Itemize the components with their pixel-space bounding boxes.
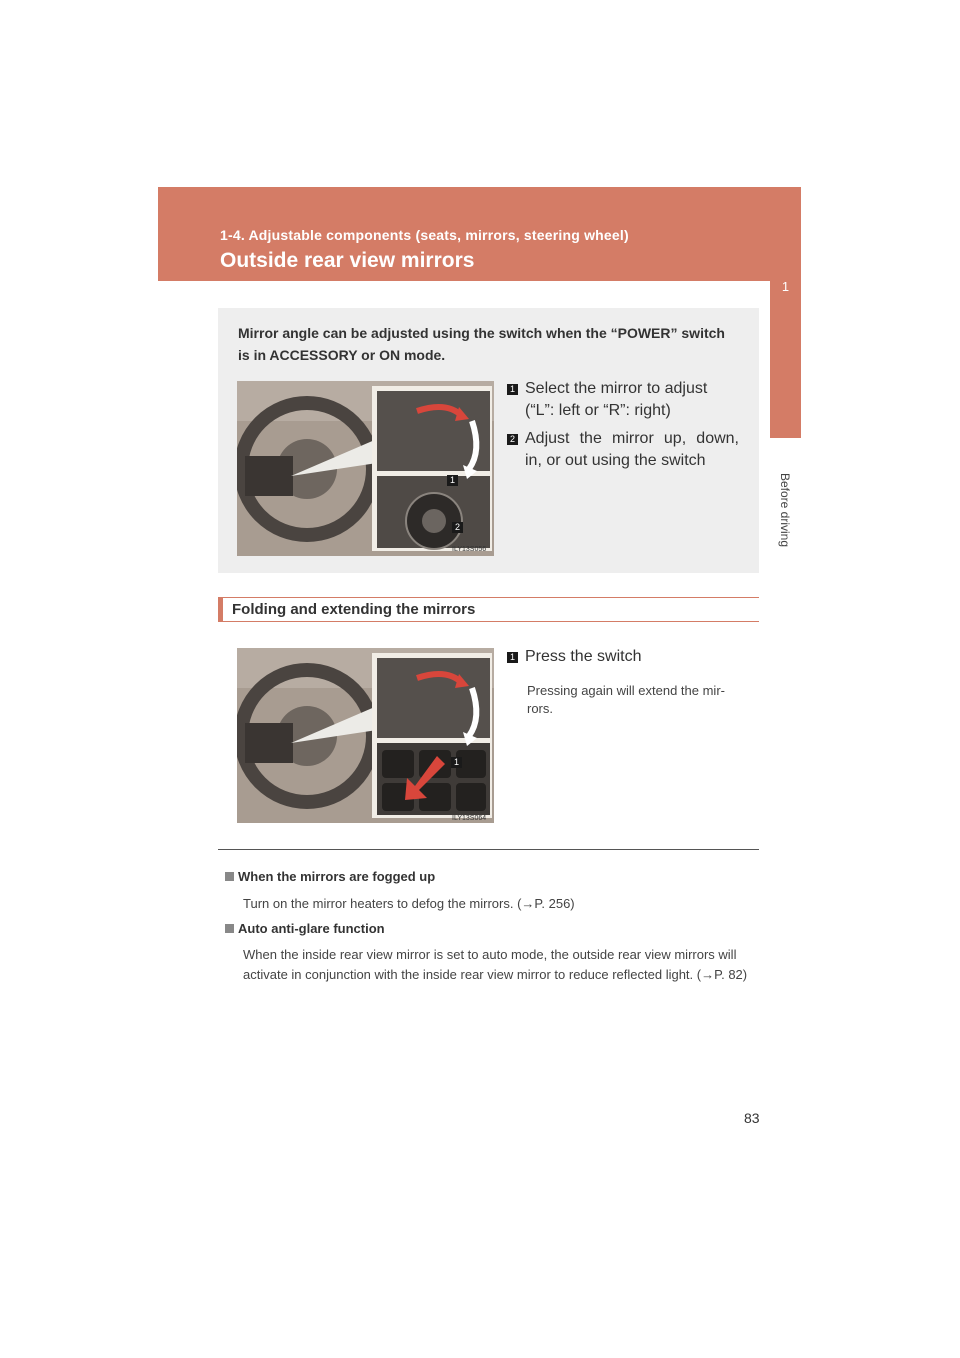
photo-callout-1: 1 xyxy=(447,475,458,486)
step-1-text xyxy=(525,378,707,422)
square-bullet-icon xyxy=(225,872,234,881)
chapter-number: 1 xyxy=(781,279,790,294)
chapter-header xyxy=(158,187,801,281)
step-1-line-1: Select the mirror to adjust xyxy=(525,380,708,397)
image-code: ILY13S064 xyxy=(452,815,487,822)
fold-switch-photo xyxy=(237,648,494,823)
photo-callout-1: 1 xyxy=(451,757,462,768)
fold-step-note xyxy=(527,682,759,718)
step-number-1: 1 xyxy=(507,384,518,395)
step-number-1: 1 xyxy=(507,652,518,663)
note-1-body: Turn on the mirror heaters to defog the mirrors. (→P. 256) xyxy=(243,896,575,911)
chapter-tab xyxy=(770,187,801,438)
chapter-label-text: Before driving xyxy=(778,472,792,548)
step-number-2: 2 xyxy=(507,434,518,445)
fold-step-note-line-2: rors. xyxy=(527,701,553,716)
note-2-title: Auto anti-glare function xyxy=(238,921,385,936)
step-2-line-2: in, or out using the switch xyxy=(525,452,706,469)
photo-callout-2: 2 xyxy=(452,522,463,533)
note-2-body: When the inside rear view mirror is set to auto mode, the outside rear view mirrors will activate in conjunction with the inside rear view mirror to reduce reflected light. (→P. 82) xyxy=(243,947,748,982)
section-title: 1-4. Adjustable components (seats, mirrors, steering wheel) xyxy=(220,227,629,243)
step-2-line-1: Adjust the mirror up, down, xyxy=(525,430,739,447)
subsection-heading xyxy=(218,597,759,622)
note-2-heading xyxy=(225,921,385,936)
page-number: 83 xyxy=(744,1110,760,1126)
note-1-title: When the mirrors are fogged up xyxy=(238,869,436,884)
page-title: Outside rear view mirrors xyxy=(220,249,475,272)
subsection-accent xyxy=(218,598,223,621)
fold-step-text: Press the switch xyxy=(525,648,642,665)
divider xyxy=(218,849,759,850)
step-2-text xyxy=(525,428,739,472)
chapter-label xyxy=(775,470,795,550)
square-bullet-icon xyxy=(225,924,234,933)
intro-text: Mirror angle can be adjusted using the switch when the “POWER” switch is in ACCESSORY or ON mode. xyxy=(238,325,725,363)
fold-step-note-line-1: Pressing again will extend the mir- xyxy=(527,683,725,698)
subsection-title: Folding and extending the mirrors xyxy=(232,601,476,618)
step-1-line-2: (“L”: left or “R”: right) xyxy=(525,402,671,419)
note-1-heading xyxy=(225,869,435,884)
image-code: ILY13S056 xyxy=(452,546,487,553)
